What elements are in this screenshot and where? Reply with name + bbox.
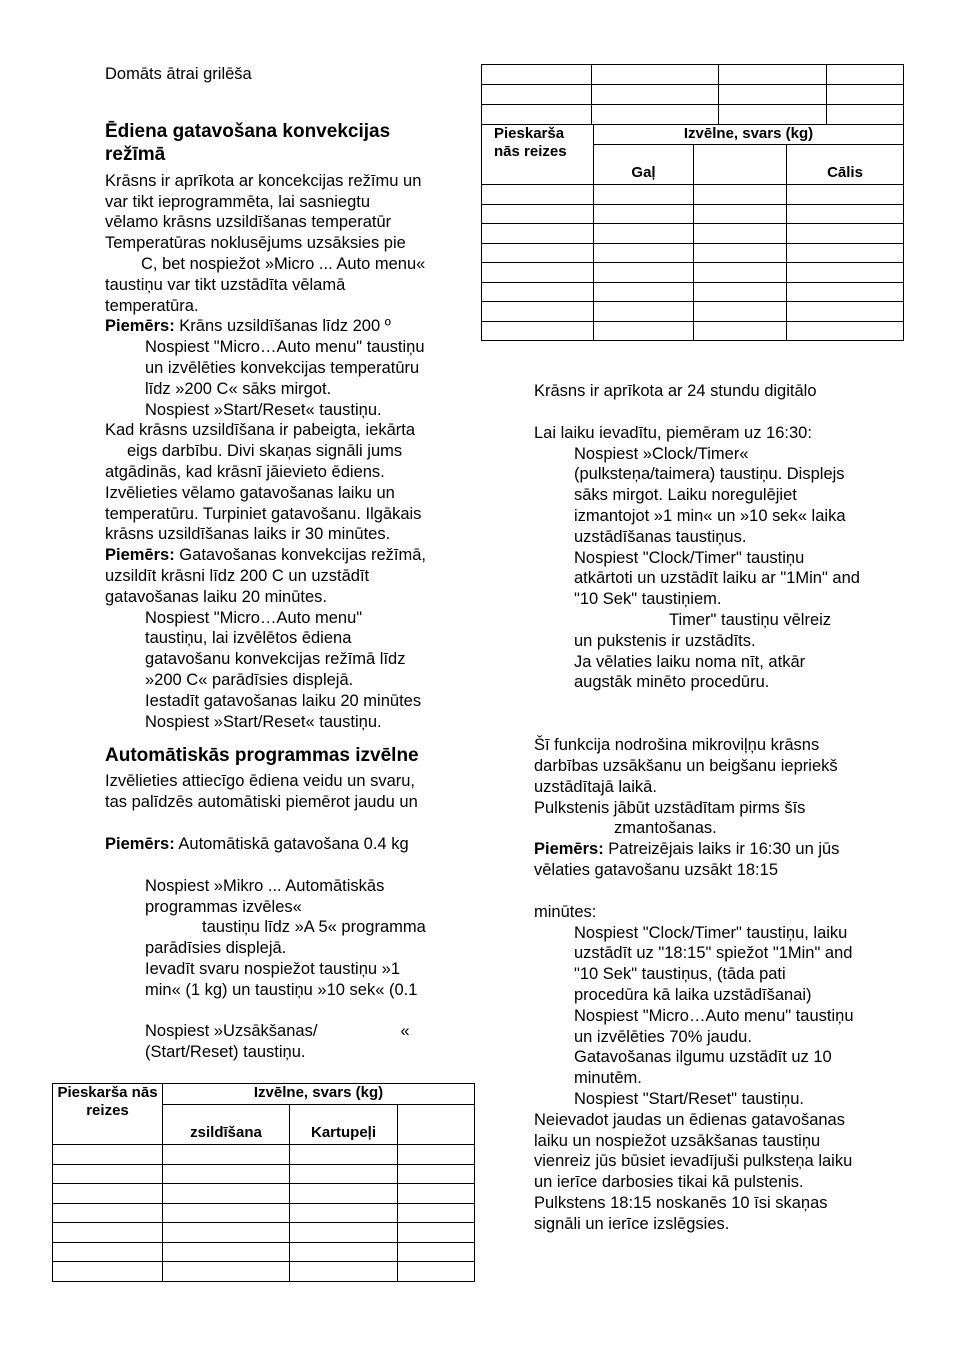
table-cell (787, 243, 904, 263)
table-cell (592, 65, 719, 85)
table-cell (290, 1242, 398, 1262)
table-cell (163, 1184, 290, 1204)
final-text-line: Neievadot jaudas un ēdienas gatavošanas (534, 1110, 845, 1129)
table-cell (290, 1223, 398, 1243)
conv-text-line: taustiņu var tikt uzstādīta vēlamā (105, 275, 346, 294)
table-cell (594, 185, 694, 205)
example-text: Patreizējais laiks ir 16:30 un jūs (603, 840, 840, 859)
conv-text-line: atgādinās, kad krāsnī jāievieto ēdiens. (105, 462, 385, 481)
conv-text-line: uzsildīt krāsni līdz 200 C un uzstādīt (105, 566, 370, 585)
table-cell (482, 224, 594, 244)
right-column (534, 381, 904, 1234)
table-cell (694, 302, 787, 322)
table-cell (482, 263, 594, 283)
table-cell (694, 185, 787, 205)
auto-program-heading: Automātiskās programmas izvēlne (105, 745, 419, 767)
step-line: (pulksteņa/taimera) taustiņu. Displejs (574, 465, 845, 484)
step-line: un izvēlēties konvekcijas temperatūru (145, 358, 420, 377)
step-line: minutēm. (574, 1069, 642, 1088)
delay-text-line: darbības uzsākšanu un beigšanu iepriekš (534, 756, 838, 775)
step-line: min« (1 kg) un taustiņu »10 sek« (0.1 (145, 980, 418, 999)
example-2 (105, 545, 465, 566)
table-cell (163, 1164, 290, 1184)
table-cell (290, 1262, 398, 1282)
step-line: "10 Sek" taustiņus, (tāda pati (574, 965, 786, 984)
minutes-label: minūtes: (534, 902, 597, 921)
table-cell (482, 65, 592, 85)
step-line: parādīsies displejā. (145, 939, 287, 958)
step-line: Ievadīt svaru nospiežot taustiņu »1 (145, 959, 400, 978)
table-cell (53, 1145, 163, 1165)
example-text: Gatavošanas konvekcijas režīmā, (174, 546, 426, 565)
table-cell (719, 85, 827, 105)
left-column (105, 64, 465, 1063)
table-cell (53, 1242, 163, 1262)
auto-text-line: Izvēlieties attiecīgo ēdiena veidu un svaru, (105, 772, 416, 791)
example-label: Piemērs: (534, 840, 604, 859)
table-cell (694, 282, 787, 302)
step-line: uzstādīšanas taustiņus. (574, 527, 747, 546)
example-label: Piemērs: (105, 834, 175, 853)
top-empty-table (481, 64, 904, 125)
conv-text-line: Krāsns ir aprīkota ar koncekcijas režīmu un (105, 171, 422, 190)
table-cell (53, 1184, 163, 1204)
table-subheader (694, 145, 787, 185)
example-text: Automātiskā gatavošana 0.4 kg (174, 834, 409, 853)
table-header-menu: Izvēlne, svars (kg) (163, 1084, 475, 1105)
table-cell (594, 282, 694, 302)
clock-text: Lai laiku ievadītu, piemēram uz 16:30: (534, 423, 812, 442)
step-line: procedūra kā laika uzstādīšanai) (574, 985, 812, 1004)
table-cell (53, 1164, 163, 1184)
table-cell (163, 1223, 290, 1243)
convection-heading: Ēdiena gatavošana konvekcijas (105, 120, 391, 142)
step-line (105, 1021, 465, 1042)
table-cell (827, 65, 904, 85)
example-3 (105, 834, 465, 855)
example-right (534, 839, 904, 860)
conv-text-line: krāsns uzsildīšanas laiks ir 30 minūtes. (105, 525, 391, 544)
conv-text-line: Temperatūras noklusējums uzsāksies pie (105, 234, 406, 253)
table-cell (787, 302, 904, 322)
step-line: Nospiest »Clock/Timer« (574, 444, 749, 463)
table-cell (694, 224, 787, 244)
table-cell (482, 105, 592, 125)
table-cell (53, 1223, 163, 1243)
example-cont: vēlaties gatavošanu uzsākt 18:15 (534, 860, 778, 879)
table-subheader: Gaļ (594, 145, 694, 185)
table-cell (482, 243, 594, 263)
table-cell (482, 204, 594, 224)
step-line: Nospiest "Clock/Timer" taustiņu (574, 548, 805, 567)
table-cell (53, 1203, 163, 1223)
table-cell (787, 321, 904, 341)
table-cell (290, 1203, 398, 1223)
conv-text-line: var tikt ieprogrammēta, lai sasniegtu (105, 192, 371, 211)
step-line: Nospiest "Clock/Timer" taustiņu, laiku (574, 923, 848, 942)
start-step-quote: « (400, 1022, 410, 1041)
step-line: uzstādīt uz "18:15" spiežot "1Min" and (574, 944, 853, 963)
table-cell (398, 1242, 475, 1262)
table-cell (398, 1164, 475, 1184)
conv-text-line: gatavošanas laiku 20 minūtes. (105, 587, 327, 606)
table-subheader: Kartupeļi (290, 1105, 398, 1145)
table-header-touches: Pieskarša nās reizes (53, 1084, 163, 1145)
intro-text: Domāts ātrai grilēša (105, 65, 252, 83)
step-line: Iestadīt gatavošanas laiku 20 minūtes (145, 691, 422, 710)
table-cell (482, 302, 594, 322)
delay-text-line: Šī funkcija nodrošina mikroviļņu krāsns (534, 736, 820, 755)
example-label: Piemērs: (105, 546, 175, 565)
table-cell (719, 105, 827, 125)
table-cell (398, 1262, 475, 1282)
table-cell (594, 224, 694, 244)
table-cell (694, 204, 787, 224)
delay-text-line: Pulkstenis jābūt uzstādītam pirms šīs (534, 798, 806, 817)
table-cell (594, 321, 694, 341)
table-cell (592, 85, 719, 105)
table-cell (398, 1145, 475, 1165)
table-cell (398, 1223, 475, 1243)
step-line: augstāk minēto procedūru. (574, 673, 770, 692)
table-cell (290, 1184, 398, 1204)
table-cell (592, 105, 719, 125)
step-line: "10 Sek" taustiņiem. (574, 590, 722, 609)
convection-heading-2: režīmā (105, 143, 166, 165)
conv-text-line: eigs darbību. Divi skaņas signāli jums (127, 442, 403, 461)
table-cell (787, 263, 904, 283)
delay-text-line: uzstādītajā laikā. (534, 777, 657, 796)
table-cell (594, 302, 694, 322)
step-line: Nospiest "Micro…Auto menu" (145, 608, 363, 627)
table-cell (482, 185, 594, 205)
auto-menu-table-left (52, 1083, 475, 1282)
conv-text-line: C, bet nospiežot »Micro ... Auto menu« (141, 254, 426, 273)
table-cell (594, 204, 694, 224)
final-text-line: Pulkstens 18:15 noskanēs 10 īsi skaņas (534, 1193, 828, 1212)
step-line: un pukstenis ir uzstādīts. (574, 631, 756, 650)
step-line: Nospiest »Start/Reset« taustiņu. (145, 712, 382, 731)
step-line: (Start/Reset) taustiņu. (145, 1043, 306, 1062)
step-line: Nospiest "Micro…Auto menu" taustiņu (574, 1006, 854, 1025)
final-text-line: signāli un ierīce izslēgsies. (534, 1214, 730, 1233)
auto-text-line: tas palīdzēs automātiski piemērot jaudu un (105, 793, 418, 812)
conv-text-line: temperatūru. Turpiniet gatavošanu. Ilgākais (105, 504, 422, 523)
step-line: un izvēlēties 70% jaudu. (574, 1027, 752, 1046)
conv-text-line: temperatūra. (105, 296, 199, 315)
table-header-menu: Izvēlne, svars (kg) (594, 125, 904, 145)
table-cell (787, 185, 904, 205)
delay-text-line: zmantošanas. (614, 819, 717, 838)
table-cell (694, 321, 787, 341)
table-cell (163, 1145, 290, 1165)
table-cell (694, 243, 787, 263)
table-cell (290, 1164, 398, 1184)
step-line: Timer" taustiņu vēlreiz (669, 610, 832, 629)
example-1 (105, 316, 465, 337)
table-cell (482, 321, 594, 341)
step-line: Nospiest "Micro…Auto menu" taustiņu (145, 338, 425, 357)
table-cell (290, 1145, 398, 1165)
step-line: Gatavošanas ilgumu uzstādīt uz 10 (574, 1048, 832, 1067)
step-line: Ja vēlaties laiku noma nīt, atkār (574, 652, 806, 671)
table-cell (787, 204, 904, 224)
step-line: Nospiest "Start/Reset" taustiņu. (574, 1089, 804, 1108)
table-cell (482, 85, 592, 105)
step-line: sāks mirgot. Laiku noregulējiet (574, 486, 797, 505)
step-line: Nospiest »Mikro ... Automātiskās (145, 876, 385, 895)
final-text-line: un ierīce darbosies tikai kā pulstenis. (534, 1173, 804, 1192)
example-text: Krāns uzsildīšanas līdz 200 º (174, 317, 391, 336)
table-cell (694, 263, 787, 283)
table-cell (398, 1184, 475, 1204)
table-cell (163, 1242, 290, 1262)
step-line: izmantojot »1 min« un »10 sek« laika (574, 506, 846, 525)
table-subheader: Cālis (787, 145, 904, 185)
table-header-touches: Pieskarša nās reizes (482, 125, 594, 185)
step-line: Nospiest »Start/Reset« taustiņu. (145, 400, 382, 419)
conv-text-line: vēlamo krāsns uzsildīšanas temperatūr (105, 213, 392, 232)
conv-text-line: Kad krāsns uzsildīšana ir pabeigta, iekārta (105, 421, 416, 440)
step-line: taustiņu, lai izvēlētos ēdiena (145, 629, 352, 648)
step-line: atkārtoti un uzstādīt laiku ar "1Min" and (574, 569, 860, 588)
table-cell (719, 65, 827, 85)
table-cell (53, 1262, 163, 1282)
auto-menu-table-right (481, 124, 904, 341)
conv-text-line: Izvēlieties vēlamo gatavošanas laiku un (105, 483, 395, 502)
step-line: līdz »200 C« sāks mirgot. (145, 379, 332, 398)
table-subheader: zsildīšana (163, 1105, 290, 1145)
table-cell (594, 263, 694, 283)
step-line: »200 C« parādīsies displejā. (145, 670, 354, 689)
table-cell (787, 282, 904, 302)
final-text-line: vienreiz jūs būsiet ievadījuši pulksteņa laiku (534, 1152, 853, 1171)
table-cell (594, 243, 694, 263)
start-step-text: Nospiest »Uzsākšanas/ (145, 1022, 318, 1041)
table-subheader (398, 1105, 475, 1145)
example-label: Piemērs: (105, 317, 175, 336)
table-cell (482, 282, 594, 302)
table-cell (163, 1262, 290, 1282)
step-line: programmas izvēles« (145, 897, 302, 916)
table-cell (827, 85, 904, 105)
step-line: taustiņu līdz »A 5« programma (202, 918, 426, 937)
table-cell (163, 1203, 290, 1223)
table-cell (787, 224, 904, 244)
step-line: gatavošanu konvekcijas režīmā līdz (145, 650, 406, 669)
table-cell (827, 105, 904, 125)
final-text-line: laiku un nospiežot uzsākšanas taustiņu (534, 1131, 821, 1150)
table-cell (398, 1203, 475, 1223)
clock-intro: Krāsns ir aprīkota ar 24 stundu digitālo (534, 382, 817, 400)
